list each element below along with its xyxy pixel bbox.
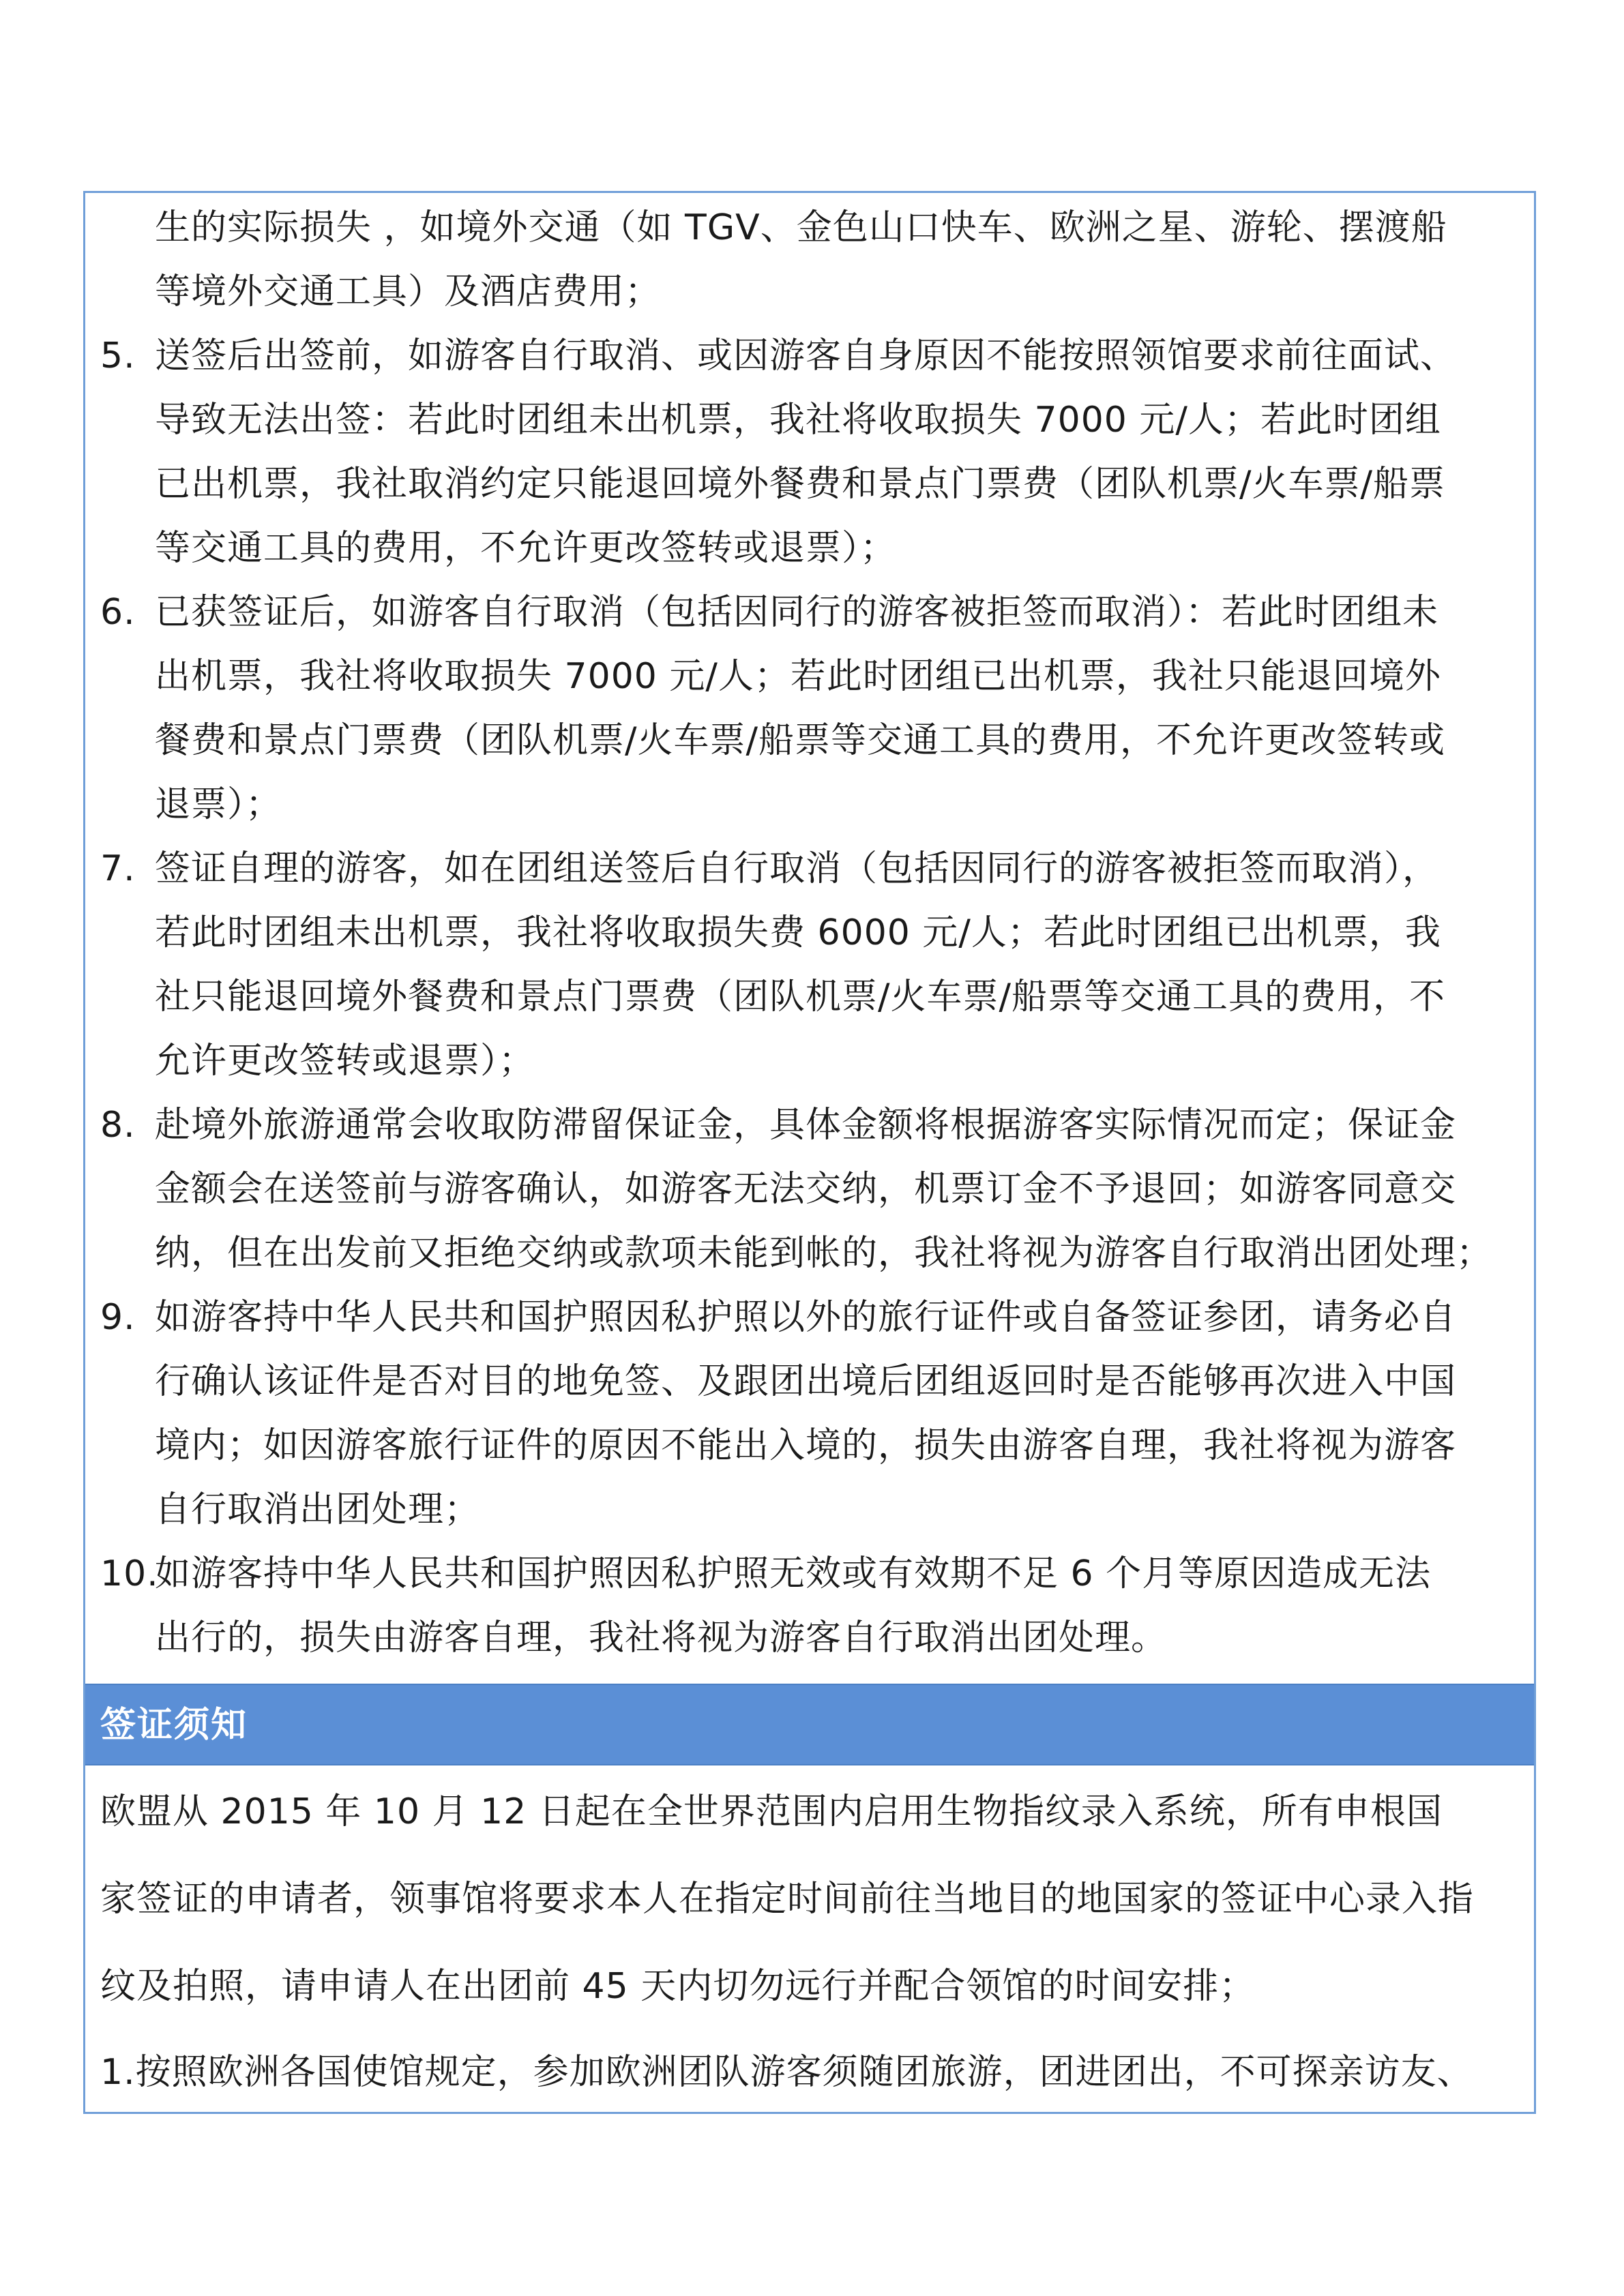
text-line: 退票）； <box>155 784 282 825</box>
list-number: 10. <box>100 1553 159 1594</box>
text-line: 纳，但在出发前又拒绝交纳或款项未能到帐的，我社将视为游客自行取消出团处理； <box>155 1233 1493 1274</box>
text-line: 生的实际损失 ，如境外交通（如 TGV、金色山口快车、欧洲之星、游轮、摆渡船 <box>155 207 1447 248</box>
list-number: 5. <box>100 336 136 376</box>
text-line: 如游客持中华人民共和国护照因私护照无效或有效期不足 6 个月等原因造成无法 <box>155 1553 1432 1594</box>
text-line: 境内；如因游客旅行证件的原因不能出入境的，损失由游客自理，我社将视为游客 <box>155 1425 1457 1466</box>
list-item-10 <box>100 1542 1529 1670</box>
text-line: 行确认该证件是否对目的地免签、及跟团出境后团组返回时是否能够再次进入中国 <box>155 1361 1457 1402</box>
text-line: 导致无法出签：若此时团组未出机票，我社将收取损失 7000 元/人；若此时团组 <box>155 400 1441 441</box>
continuation-paragraph <box>100 196 1529 324</box>
list-number: 6. <box>100 592 136 633</box>
text-line: 欧盟从 2015 年 10 月 12 日起在全世界范围内启用生物指纹录入系统，所有申根国 <box>100 1791 1443 1832</box>
text-line: 餐费和景点门票费（团队机票/火车票/船票等交通工具的费用，不允许更改签转或 <box>155 720 1446 761</box>
text-line: 自行取消出团处理； <box>155 1489 481 1530</box>
list-number: 8. <box>100 1105 136 1146</box>
text-line: 出机票，我社将收取损失 7000 元/人；若此时团组已出机票，我社只能退回境外 <box>155 656 1441 697</box>
list-item-7 <box>100 837 1529 1093</box>
text-line: 签证自理的游客，如在团组送签后自行取消（包括因同行的游客被拒签而取消）， <box>155 848 1439 889</box>
visa-notice-header <box>85 1684 1534 1765</box>
list-item-5 <box>100 324 1529 580</box>
content-table <box>83 191 1536 2114</box>
text-line: 送签后出签前，如游客自行取消、或因游客自身原因不能按照领馆要求前往面试、 <box>155 336 1457 376</box>
text-line: 金额会在送签前与游客确认，如游客无法交纳，机票订金不予退回；如游客同意交 <box>155 1169 1457 1210</box>
section-title: 签证须知 <box>100 1705 248 1746</box>
list-number: 9. <box>100 1297 136 1338</box>
text-line: 已出机票，我社取消约定只能退回境外餐费和景点门票费（团队机票/火车票/船票 <box>155 464 1446 505</box>
text-line: 等交通工具的费用，不允许更改签转或退票）； <box>155 528 897 569</box>
text-line: 家签证的申请者，领事馆将要求本人在指定时间前往当地目的地国家的签证中心录入指 <box>100 1879 1475 1920</box>
text-line: 社只能退回境外餐费和景点门票费（团队机票/火车票/船票等交通工具的费用，不 <box>155 976 1446 1017</box>
text-line: 出行的，损失由游客自理，我社将视为游客自行取消出团处理。 <box>155 1617 1168 1658</box>
text-line: 赴境外旅游通常会收取防滞留保证金，具体金额将根据游客实际情况而定；保证金 <box>155 1105 1457 1146</box>
text-line: 已获签证后，如游客自行取消（包括因同行的游客被拒签而取消）：若此时团组未 <box>155 592 1439 633</box>
list-number: 7. <box>100 848 136 889</box>
list-item-6 <box>100 580 1529 837</box>
text-line: 若此时团组未出机票，我社将收取损失费 6000 元/人；若此时团组已出机票，我 <box>155 912 1441 953</box>
visa-notice-item-1: 1.按照欧洲各国使馆规定，参加欧洲团队游客须随团旅游，团进团出，不可探亲访友、 <box>100 2052 1473 2093</box>
list-item-9 <box>100 1285 1529 1542</box>
terms-section <box>85 193 1534 1693</box>
visa-notice-paragraph <box>100 1768 1529 2030</box>
text-line: 纹及拍照，请申请人在出团前 45 天内切勿远行并配合领馆的时间安排； <box>100 1966 1256 2007</box>
list-item-8 <box>100 1093 1529 1285</box>
text-line: 等境外交通工具）及酒店费用； <box>155 271 662 312</box>
text-line: 允许更改签转或退票）； <box>155 1041 535 1082</box>
text-line: 如游客持中华人民共和国护照因私护照以外的旅行证件或自备签证参团，请务必自 <box>155 1297 1457 1338</box>
